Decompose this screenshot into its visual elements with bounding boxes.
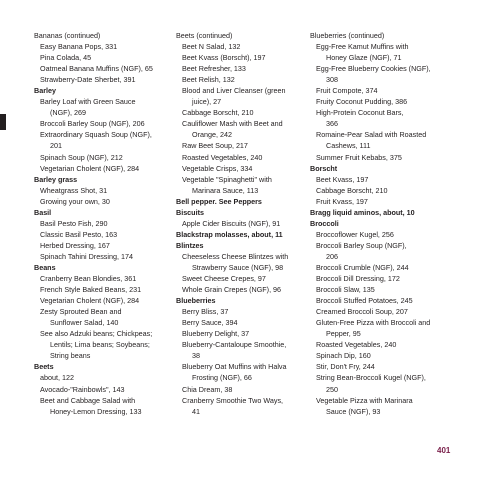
- index-entry: Cashews, 111: [326, 141, 371, 151]
- index-entry: Fruit Kvass, 197: [316, 196, 368, 206]
- index-entry: Honey-Lemon Dressing, 133: [50, 406, 142, 416]
- index-heading: Basil: [34, 207, 52, 217]
- index-heading: Blackstrap molasses, about, 11: [176, 229, 283, 239]
- index-entry: 250: [326, 384, 338, 394]
- index-heading: Bell pepper. See Peppers: [176, 196, 262, 206]
- index-entry: 366: [326, 119, 338, 129]
- index-entry: Berry Bliss, 37: [182, 307, 229, 317]
- index-entry: Spinach Soup (NGF), 212: [40, 152, 123, 162]
- index-entry: Cabbage Borscht, 210: [316, 185, 388, 195]
- index-entry: Beet N Salad, 132: [182, 42, 241, 52]
- index-entry: Broccoli Crumble (NGF), 244: [316, 262, 409, 272]
- index-entry: Egg-Free Blueberry Cookies (NGF),: [316, 64, 431, 74]
- index-entry: 41: [192, 406, 200, 416]
- index-entry: (NGF), 269: [50, 108, 86, 118]
- index-entry: French Style Baked Beans, 231: [40, 285, 142, 295]
- index-entry: Sauce (NGF), 93: [326, 406, 381, 416]
- index-column-1: [34, 30, 174, 417]
- index-heading: Beans: [34, 262, 56, 272]
- index-entry: Stir, Don't Fry, 244: [316, 362, 375, 372]
- index-entry: Cheeseless Cheese Blintzes with: [182, 251, 289, 261]
- index-entry: Beet Relish, 132: [182, 75, 235, 85]
- index-entry: Whole Grain Crepes (NGF), 96: [182, 285, 282, 295]
- index-heading: Bragg liquid aminos, about, 10: [310, 207, 415, 217]
- index-entry: Blueberry Delight, 37: [182, 329, 250, 339]
- index-entry: Pepper, 95: [326, 329, 361, 339]
- index-entry: Creamed Broccoli Soup, 207: [316, 307, 408, 317]
- index-column-2: [176, 30, 306, 417]
- index-entry: Roasted Vegetables, 240: [316, 340, 397, 350]
- index-heading: Barley: [34, 86, 56, 96]
- index-entry: 38: [192, 351, 200, 361]
- index-entry: Sweet Cheese Crepes, 97: [182, 274, 266, 284]
- index-entry: Classic Basil Pesto, 163: [40, 229, 118, 239]
- index-entry: Spinach Dip, 160: [316, 351, 371, 361]
- index-entry: Orange, 242: [192, 130, 232, 140]
- index-entry: Fruit Compote, 374: [316, 86, 378, 96]
- index-entry: String beans: [50, 351, 91, 361]
- index-entry: Cauliflower Mash with Beet and: [182, 119, 283, 129]
- index-entry: Broccoli Stuffed Potatoes, 245: [316, 296, 413, 306]
- index-entry: Vegetable Crisps, 334: [182, 163, 253, 173]
- index-entry: Vegetarian Cholent (NGF), 284: [40, 296, 140, 306]
- index-entry: Beet and Cabbage Salad with: [40, 395, 136, 405]
- index-entry: Romaine-Pear Salad with Roasted: [316, 130, 427, 140]
- index-entry: Fruity Coconut Pudding, 386: [316, 97, 408, 107]
- index-entry: about, 122: [40, 373, 74, 383]
- index-entry: Blueberry Oat Muffins with Halva: [182, 362, 287, 372]
- index-entry: Beets (continued): [176, 31, 233, 40]
- index-entry: Strawberry-Date Sherbet, 391: [40, 75, 136, 85]
- index-entry: Basil Pesto Fish, 290: [40, 218, 108, 228]
- index-entry: Broccoli Slaw, 135: [316, 285, 375, 295]
- index-heading: Barley grass: [34, 174, 78, 184]
- index-entry: Beet Kvass, 197: [316, 174, 369, 184]
- index-heading: Broccoli: [310, 218, 339, 228]
- index-entry: Egg-Free Kamut Muffins with: [316, 42, 409, 52]
- index-heading: Blueberries: [176, 296, 216, 306]
- index-entry: Marinara Sauce, 113: [192, 185, 259, 195]
- index-entry: Broccoflower Kugel, 256: [316, 229, 394, 239]
- index-entry: High-Protein Coconut Bars,: [316, 108, 404, 118]
- index-entry: Gluten-Free Pizza with Broccoli and: [316, 318, 431, 328]
- index-entry: Broccoli Barley Soup (NGF), 206: [40, 119, 145, 129]
- index-entry: Broccoli Barley Soup (NGF),: [316, 240, 407, 250]
- index-entry: Cabbage Borscht, 210: [182, 108, 254, 118]
- index-heading: Biscuits: [176, 207, 204, 217]
- index-entry: Beet Refresher, 133: [182, 64, 246, 74]
- index-entry: Roasted Vegetables, 240: [182, 152, 263, 162]
- index-entry: Oatmeal Banana Muffins (NGF), 65: [40, 64, 153, 74]
- index-heading: Borscht: [310, 163, 338, 173]
- index-entry: Blood and Liver Cleanser (green: [182, 86, 286, 96]
- index-entry: See also Adzuki beans; Chickpeas;: [40, 329, 153, 339]
- index-entry: Lentils; Lima beans; Soybeans;: [50, 340, 150, 350]
- index-entry: Sunflower Salad, 140: [50, 318, 119, 328]
- index-entry: 308: [326, 75, 338, 85]
- index-entry: Raw Beet Soup, 217: [182, 141, 248, 151]
- index-entry: Blueberries (continued): [310, 31, 385, 40]
- index-entry: Zesty Sprouted Bean and: [40, 307, 122, 317]
- index-entry: Chia Dream, 38: [182, 384, 233, 394]
- page-number: 401: [437, 446, 451, 455]
- index-entry: Vegetarian Cholent (NGF), 284: [40, 163, 140, 173]
- index-entry: Summer Fruit Kebabs, 375: [316, 152, 402, 162]
- index-entry: Cranberry Bean Blondies, 361: [40, 274, 137, 284]
- index-entry: Wheatgrass Shot, 31: [40, 185, 108, 195]
- index-entry: Barley Loaf with Green Sauce: [40, 97, 136, 107]
- index-entry: Apple Cider Biscuits (NGF), 91: [182, 218, 281, 228]
- section-tab: [0, 114, 6, 130]
- index-entry: Broccoli Dill Dressing, 172: [316, 274, 400, 284]
- index-entry: Growing your own, 30: [40, 196, 110, 206]
- index-entry: Beet Kvass (Borscht), 197: [182, 53, 266, 63]
- index-entry: 206: [326, 251, 338, 261]
- index-entry: Vegetable Pizza with Marinara: [316, 395, 413, 405]
- index-entry: 201: [50, 141, 62, 151]
- index-entry: Bananas (continued): [34, 31, 101, 40]
- index-entry: Honey Glaze (NGF), 71: [326, 53, 402, 63]
- index-entry: Pina Colada, 45: [40, 53, 92, 63]
- index-column-3: [310, 30, 450, 417]
- index-entry: Strawberry Sauce (NGF), 98: [192, 262, 284, 272]
- index-entry: Berry Sauce, 394: [182, 318, 238, 328]
- index-entry: Herbed Dressing, 167: [40, 240, 110, 250]
- index-heading: Blintzes: [176, 240, 204, 250]
- index-entry: Avocado-"Rainbowls", 143: [40, 384, 125, 394]
- index-entry: Extraordinary Squash Soup (NGF),: [40, 130, 152, 140]
- index-entry: Vegetable "Spinaghetti" with: [182, 174, 272, 184]
- index-entry: Spinach Tahini Dressing, 174: [40, 251, 133, 261]
- index-entry: juice), 27: [192, 97, 222, 107]
- index-entry: String Bean-Broccoli Kugel (NGF),: [316, 373, 426, 383]
- index-heading: Beets: [34, 362, 54, 372]
- index-entry: Blueberry-Cantaloupe Smoothie,: [182, 340, 287, 350]
- index-entry: Cranberry Smoothie Two Ways,: [182, 395, 284, 405]
- index-entry: Frosting (NGF), 66: [192, 373, 252, 383]
- index-entry: Easy Banana Pops, 331: [40, 42, 118, 52]
